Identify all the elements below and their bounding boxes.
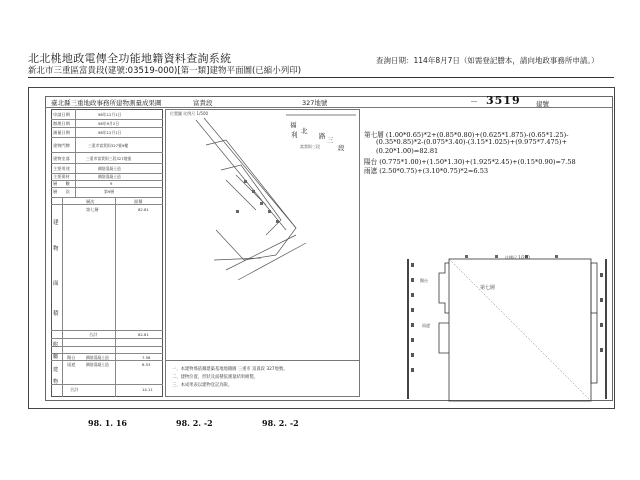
value-floor-level: 第9層: [104, 189, 115, 194]
annex-row-area: 7.58: [142, 355, 151, 360]
value-apply-date: 98年12月1日: [98, 112, 122, 117]
label-location: 建物坐落: [53, 156, 70, 161]
table-column-divider: [75, 109, 76, 197]
total-label: 合計: [89, 332, 98, 337]
label-usage: 主要用途: [53, 166, 70, 171]
area-header-area: 面積: [134, 199, 143, 204]
label-process-date: 辦理日期: [53, 121, 70, 126]
table-row: [51, 197, 163, 198]
label-apply-date: 申請日期: [53, 112, 70, 117]
table-column-divider: [62, 197, 63, 397]
formula-line: (0.35*0.85)*2-(0.075*3.40)-(3.15*1.025)+(9.975*7.475)+: [376, 138, 567, 146]
annex-side-1: 附: [53, 342, 59, 348]
side-label-1: 建: [53, 220, 59, 226]
table-row: [51, 187, 163, 188]
side-label-2: 物: [53, 246, 59, 252]
value-address: 三重市富貴街327號9樓: [88, 143, 129, 148]
section-name: 富貴段: [193, 99, 213, 107]
date-stamp: 98. 2. -2: [262, 418, 299, 428]
road-char: 段: [338, 144, 345, 152]
annex-row-material: 鋼筋混凝土造: [86, 362, 109, 367]
value-location: 三重市富貴街三段327地號: [86, 156, 132, 161]
table-row: [51, 127, 163, 128]
label-floors: 層 數: [53, 181, 70, 186]
note-line: 一、本建物係依據建築基地地籍圖 三重市 富貴段 327地號。: [172, 367, 288, 372]
road-char: 福: [290, 121, 297, 129]
header-divider: [28, 77, 614, 78]
date-stamp: 98. 2. -2: [176, 418, 213, 428]
annex-total-value: 14.11: [142, 387, 153, 392]
annex-side-3: 建: [53, 367, 59, 373]
building-no-prefix: －: [470, 97, 478, 106]
plan-annotation: 陽台: [420, 278, 428, 283]
road-char: 北: [301, 127, 308, 135]
value-material: 鋼筋混凝土造: [98, 174, 121, 179]
area-row-floor: 第七層: [86, 207, 99, 212]
building-no-suffix: 建號: [536, 100, 549, 108]
table-row: [51, 204, 163, 205]
value-survey-date: 98年12月1日: [98, 130, 122, 135]
area-row-value: 82.81: [138, 207, 149, 212]
page-subtitle: 新北市三重區富貴段(建號:03519-000)[第一類]建物平面圖(已縮小列印): [28, 66, 302, 76]
annex-row-area: 6.53: [142, 362, 151, 367]
lot-number: 327地號: [302, 99, 328, 107]
value-process-date: 98年9月2日: [98, 121, 120, 126]
plan-scale: 比例尺 1/200: [505, 255, 530, 260]
side-label-4: 積: [53, 311, 59, 317]
label-material: 主要建材: [53, 174, 70, 179]
site-plan-drawing: [166, 110, 359, 360]
annex-row-name: 雨遮: [67, 362, 76, 367]
road-name: 富貴街三段: [300, 144, 320, 149]
drawing-header: 位置圖 比例尺 1/500: [170, 111, 209, 116]
label-address: 建物門牌: [53, 143, 70, 148]
label-survey-date: 測量日期: [53, 130, 70, 135]
annex-row-name: 陽台: [67, 355, 76, 360]
road-char: 三: [327, 136, 334, 144]
plan-annotation: 雨遮: [422, 323, 430, 328]
table-row: [51, 384, 163, 385]
banner-divider: [45, 107, 613, 108]
annex-side-4: 物: [53, 379, 59, 385]
total-value: 82.81: [138, 332, 149, 337]
area-header-floor: 層次: [86, 199, 95, 204]
page-title: 北北桃地政電傳全功能地籍資料查詢系統: [28, 52, 232, 65]
formula-line: (0.20*1.00)=82.81: [376, 147, 439, 155]
date-stamp: 98. 1. 16: [88, 418, 127, 428]
table-row: [51, 137, 163, 138]
road-char: 路: [319, 132, 326, 140]
table-row: [51, 338, 163, 339]
note-line: 三、本成果表以建物登記為限。: [172, 383, 233, 388]
table-row: [51, 152, 163, 153]
formula-line: 陽台 (0.775*1.00)+(1.50*1.30)+(1.925*2.45)+(0.15*0.90)=7.58: [364, 158, 576, 166]
floor-plan: [405, 253, 615, 403]
office-title: 臺北縣三重地政事務所建物測量成果圖: [51, 99, 162, 107]
value-usage: 鋼筋混凝土造: [98, 166, 121, 171]
note-line: 二、建物位置、形狀及面積依測量結果繪製。: [172, 375, 258, 380]
formula-line: 第七層 (1.00*0.65)*2+(0.85*0.80)+(0.625*1.875)-(0.65*1.25)-: [364, 131, 569, 139]
label-floor-level: 層 次: [53, 189, 70, 194]
formula-line: 雨遮 (2.50*0.75)+(3.10*0.75)*2=6.53: [364, 167, 489, 175]
road-char: 利: [291, 131, 298, 139]
annex-total-label: 合計: [70, 387, 79, 392]
notes-divider: [165, 360, 360, 361]
annex-side-2: 屬: [53, 354, 59, 360]
query-date: 查詢日期：114年8月7日（如需登記謄本，請向地政事務所申請。）: [376, 56, 599, 65]
table-row: [51, 119, 163, 120]
table-row: [51, 346, 163, 347]
table-row: [51, 353, 163, 354]
floor-plan-label: 第七層: [480, 285, 496, 291]
table-column-divider: [115, 197, 116, 397]
side-label-3: 面: [53, 281, 59, 287]
annex-row-material: 鋼筋混凝土造: [86, 355, 109, 360]
table-row: [51, 330, 163, 331]
building-number: 3519: [486, 94, 521, 107]
table-row: [51, 163, 163, 164]
value-floors: 9: [110, 181, 113, 186]
